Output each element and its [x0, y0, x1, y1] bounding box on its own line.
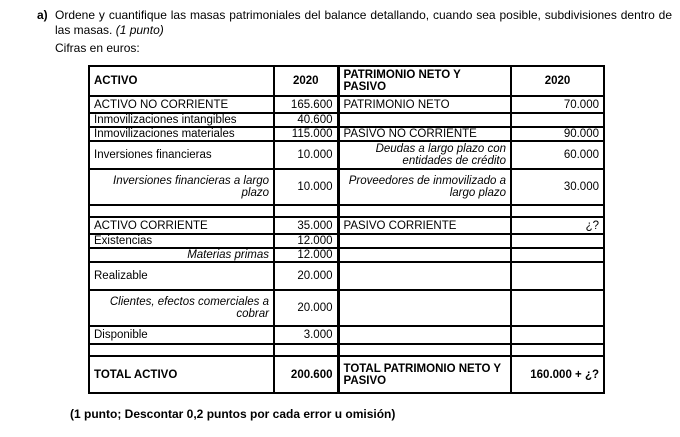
header-pasivo-year: 2020: [511, 66, 604, 96]
pasivo-value-cell: 90.000: [511, 127, 604, 141]
header-activo-year: 2020: [274, 66, 338, 96]
pasivo-value-cell: ¿?: [511, 217, 604, 234]
activo-value-cell: 40.600: [274, 113, 338, 127]
pasivo-label-cell: TOTAL PATRIMONIO NETO Y PASIVO: [338, 356, 511, 393]
pasivo-value-cell: 70.000: [511, 96, 604, 113]
activo-value-cell: 20.000: [274, 290, 338, 326]
activo-label-cell: Clientes, efectos comerciales a cobrar: [89, 290, 274, 326]
pasivo-value-cell: 60.000: [511, 141, 604, 169]
table-row: [89, 113, 604, 127]
activo-label-cell: Realizable: [89, 262, 274, 290]
activo-label-cell: [89, 205, 274, 217]
question-points-note: (1 punto): [115, 23, 164, 37]
pasivo-value-cell: [511, 344, 604, 356]
activo-label-cell: Inmovilizaciones materiales: [89, 127, 274, 141]
table-row: [89, 344, 604, 356]
table-row: [89, 248, 604, 262]
table-row: [89, 290, 604, 326]
pasivo-label-cell: PASIVO NO CORRIENTE: [338, 127, 511, 141]
activo-label-cell: TOTAL ACTIVO: [89, 356, 274, 393]
activo-value-cell: 200.600: [274, 356, 338, 393]
pasivo-value-cell: [511, 205, 604, 217]
table-row: [89, 169, 604, 205]
pasivo-value-cell: [511, 234, 604, 248]
activo-value-cell: 165.600: [274, 96, 338, 113]
pasivo-value-cell: [511, 248, 604, 262]
activo-label-cell: ACTIVO NO CORRIENTE: [89, 96, 274, 113]
activo-value-cell: [274, 205, 338, 217]
table-row: [89, 356, 604, 393]
pasivo-label-cell: Proveedores de inmovilizado a largo plazo: [338, 169, 511, 205]
pasivo-label-cell: [338, 234, 511, 248]
activo-label-cell: Inversiones financieras: [89, 141, 274, 169]
pasivo-value-cell: [511, 290, 604, 326]
table-row: [89, 141, 604, 169]
table-row: [89, 127, 604, 141]
table-row: [89, 205, 604, 217]
table-row: [89, 96, 604, 113]
activo-value-cell: 3.000: [274, 326, 338, 344]
pasivo-label-cell: [338, 290, 511, 326]
question-text: [55, 8, 672, 38]
activo-value-cell: 35.000: [274, 217, 338, 234]
pasivo-label-cell: [338, 344, 511, 356]
pasivo-label-cell: PATRIMONIO NETO: [338, 96, 511, 113]
pasivo-label-cell: [338, 113, 511, 127]
pasivo-value-cell: 30.000: [511, 169, 604, 205]
activo-label-cell: Existencias: [89, 234, 274, 248]
activo-label-cell: Disponible: [89, 326, 274, 344]
pasivo-value-cell: [511, 113, 604, 127]
table-row: [89, 234, 604, 248]
activo-value-cell: 20.000: [274, 262, 338, 290]
activo-value-cell: 12.000: [274, 248, 338, 262]
pasivo-label-cell: [338, 248, 511, 262]
header-row: [89, 66, 604, 96]
question-marker: a): [37, 8, 48, 22]
pasivo-label-cell: PASIVO CORRIENTE: [338, 217, 511, 234]
activo-label-cell: Inversiones financieras a largo plazo: [89, 169, 274, 205]
table-row: [89, 326, 604, 344]
footer-grading-note: (1 punto; Descontar 0,2 puntos por cada error u omisión): [70, 407, 396, 421]
balance-table-body: [89, 96, 604, 393]
question-block: [37, 8, 672, 38]
pasivo-value-cell: [511, 326, 604, 344]
header-patrimonio-pasivo: PATRIMONIO NETO Y PASIVO: [338, 66, 511, 96]
question-statement: Ordene y cuantifique las masas patrimoniales del balance detallando, cuando sea posible, subdivisiones dentro de las masas.: [55, 8, 672, 37]
activo-value-cell: 115.000: [274, 127, 338, 141]
table-row: [89, 217, 604, 234]
pasivo-label-cell: [338, 326, 511, 344]
pasivo-value-cell: [511, 262, 604, 290]
table-row: [89, 262, 604, 290]
pasivo-label-cell: [338, 262, 511, 290]
figures-subtitle: Cifras en euros:: [55, 41, 140, 55]
table-header: [89, 66, 604, 96]
activo-label-cell: Materias primas: [89, 248, 274, 262]
header-activo: ACTIVO: [89, 66, 274, 96]
pasivo-value-cell: 160.000 + ¿?: [511, 356, 604, 393]
activo-label-cell: ACTIVO CORRIENTE: [89, 217, 274, 234]
activo-value-cell: [274, 344, 338, 356]
activo-label-cell: [89, 344, 274, 356]
activo-label-cell: Inmovilizaciones intangibles: [89, 113, 274, 127]
pasivo-label-cell: Deudas a largo plazo con entidades de crédito: [338, 141, 511, 169]
balance-sheet-table: [88, 65, 605, 394]
activo-value-cell: 12.000: [274, 234, 338, 248]
pasivo-label-cell: [338, 205, 511, 217]
activo-value-cell: 10.000: [274, 141, 338, 169]
activo-value-cell: 10.000: [274, 169, 338, 205]
